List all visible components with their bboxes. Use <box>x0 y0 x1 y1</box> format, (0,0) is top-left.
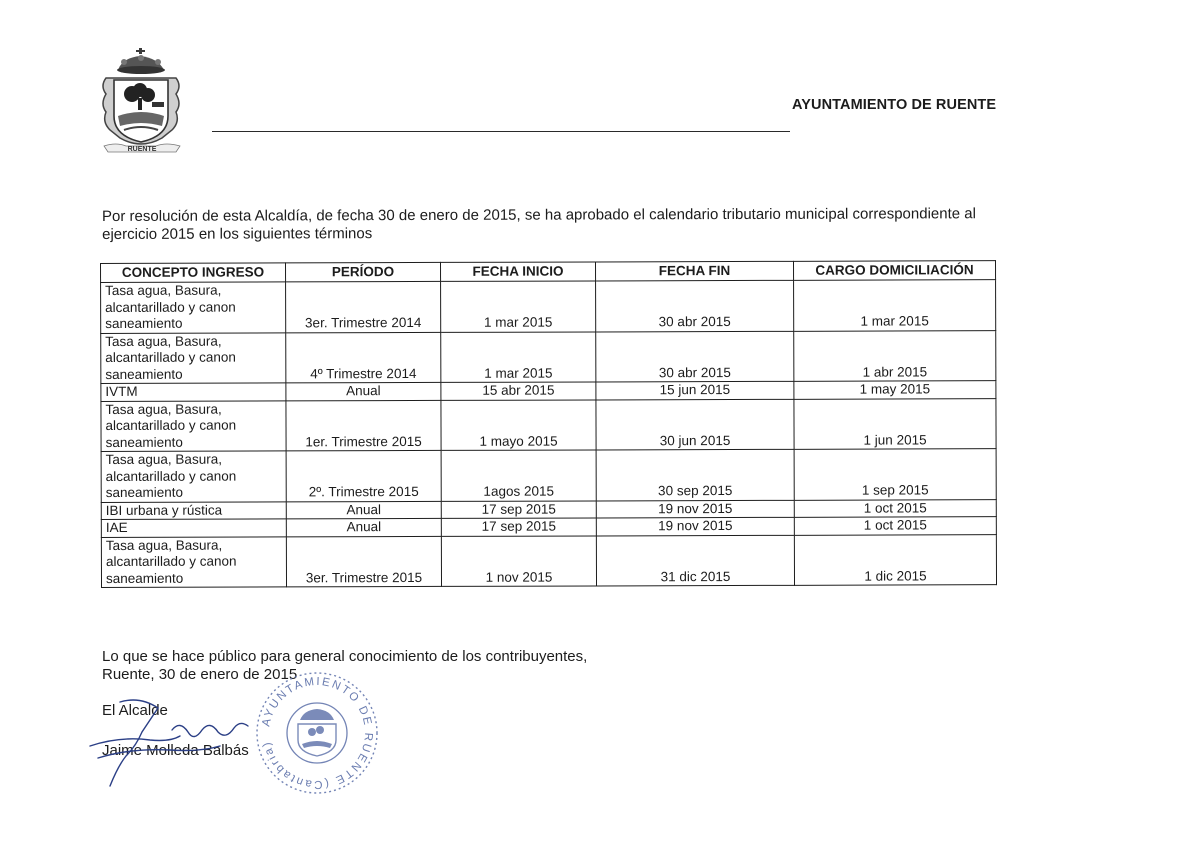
cell-start-date: 1 nov 2015 <box>441 535 596 586</box>
signer-name: Jaime Molleda Balbás <box>102 742 249 759</box>
cell-end-date: 31 dic 2015 <box>596 535 794 586</box>
cell-concept: IVTM <box>101 383 286 401</box>
cell-period: Anual <box>286 501 441 519</box>
table-row <box>101 398 996 451</box>
cell-end-date: 19 nov 2015 <box>596 500 794 518</box>
cell-end-date: 30 abr 2015 <box>596 331 794 382</box>
column-header-charge-date: CARGO DOMICILIACIÓN <box>793 261 995 281</box>
organization-title: AYUNTAMIENTO DE RUENTE <box>792 97 997 113</box>
cell-charge-date: 1 may 2015 <box>794 381 996 399</box>
header-divider <box>212 131 790 132</box>
cell-period: 1er. Trimestre 2015 <box>286 400 441 451</box>
column-header-end-date: FECHA FIN <box>595 261 793 281</box>
cell-charge-date: 1 dic 2015 <box>794 534 996 585</box>
cell-start-date: 17 sep 2015 <box>441 500 596 518</box>
stamp-text-ring <box>252 668 382 798</box>
cell-period: 4º Trimestre 2014 <box>286 332 441 383</box>
table-row <box>101 381 996 401</box>
signer-title: El Alcalde <box>102 702 168 719</box>
column-header-start-date: FECHA INICIO <box>440 262 595 281</box>
municipal-crest-icon <box>96 46 192 156</box>
place-and-date: Ruente, 30 de enero de 2015 <box>102 666 298 683</box>
cell-start-date: 1 mar 2015 <box>441 331 596 382</box>
tax-calendar-table <box>100 260 997 588</box>
cell-concept: Tasa agua, Basura, alcantarillado y canon saneamiento <box>101 400 286 451</box>
cell-concept: Tasa agua, Basura, alcantarillado y canon saneamiento <box>101 451 286 502</box>
cell-end-date: 30 abr 2015 <box>596 280 794 331</box>
cell-concept: IBI urbana y rústica <box>101 501 286 519</box>
cell-concept: Tasa agua, Basura, alcantarillado y canon saneamiento <box>101 536 286 587</box>
table-row <box>101 280 996 333</box>
table-row <box>101 534 996 587</box>
cell-charge-date: 1 mar 2015 <box>794 280 996 331</box>
cell-period: 2º. Trimestre 2015 <box>286 450 441 501</box>
table-row <box>101 330 996 383</box>
cell-end-date: 15 jun 2015 <box>596 381 794 399</box>
crest-label: RUENTE <box>127 146 157 153</box>
cell-period: 3er. Trimestre 2015 <box>286 536 441 587</box>
cell-start-date: 1 mar 2015 <box>441 281 596 332</box>
cell-concept: Tasa agua, Basura, alcantarillado y canon saneamiento <box>101 282 286 333</box>
svg-text:AYUNTAMIENTO DE RUENTE (Cantab <box>260 676 374 790</box>
handwritten-signature <box>80 690 260 790</box>
cell-start-date: 1agos 2015 <box>441 450 596 501</box>
column-header-concept: CONCEPTO INGRESO <box>101 263 286 283</box>
cell-charge-date: 1 abr 2015 <box>794 330 996 381</box>
cell-end-date: 30 jun 2015 <box>596 399 794 450</box>
cell-period: Anual <box>286 518 441 536</box>
intro-paragraph: Por resolución de esta Alcaldía, de fecha 30 de enero de 2015, se ha aprobado el calendario tributario municipal correspondiente al ejercicio 2015 en los siguientes términos <box>102 205 976 243</box>
cell-end-date: 19 nov 2015 <box>596 517 794 535</box>
closing-line: Lo que se hace público para general conocimiento de los contribuyentes, <box>102 648 588 665</box>
cell-period: 3er. Trimestre 2014 <box>286 281 441 332</box>
cell-concept: Tasa agua, Basura, alcantarillado y canon saneamiento <box>101 332 286 383</box>
cell-concept: IAE <box>101 519 286 537</box>
stamp-text: AYUNTAMIENTO DE RUENTE (Cantabria) <box>260 675 375 791</box>
closing-block <box>102 648 702 684</box>
cell-charge-date: 1 oct 2015 <box>794 517 996 535</box>
cell-period: Anual <box>286 382 441 400</box>
table-row <box>101 449 996 502</box>
cell-charge-date: 1 sep 2015 <box>794 449 996 500</box>
cell-start-date: 1 mayo 2015 <box>441 399 596 450</box>
cell-start-date: 15 abr 2015 <box>441 382 596 400</box>
cell-charge-date: 1 jun 2015 <box>794 398 996 449</box>
cell-end-date: 30 sep 2015 <box>596 449 794 500</box>
cell-start-date: 17 sep 2015 <box>441 518 596 536</box>
column-header-period: PERÍODO <box>286 262 441 281</box>
cell-charge-date: 1 oct 2015 <box>794 499 996 517</box>
